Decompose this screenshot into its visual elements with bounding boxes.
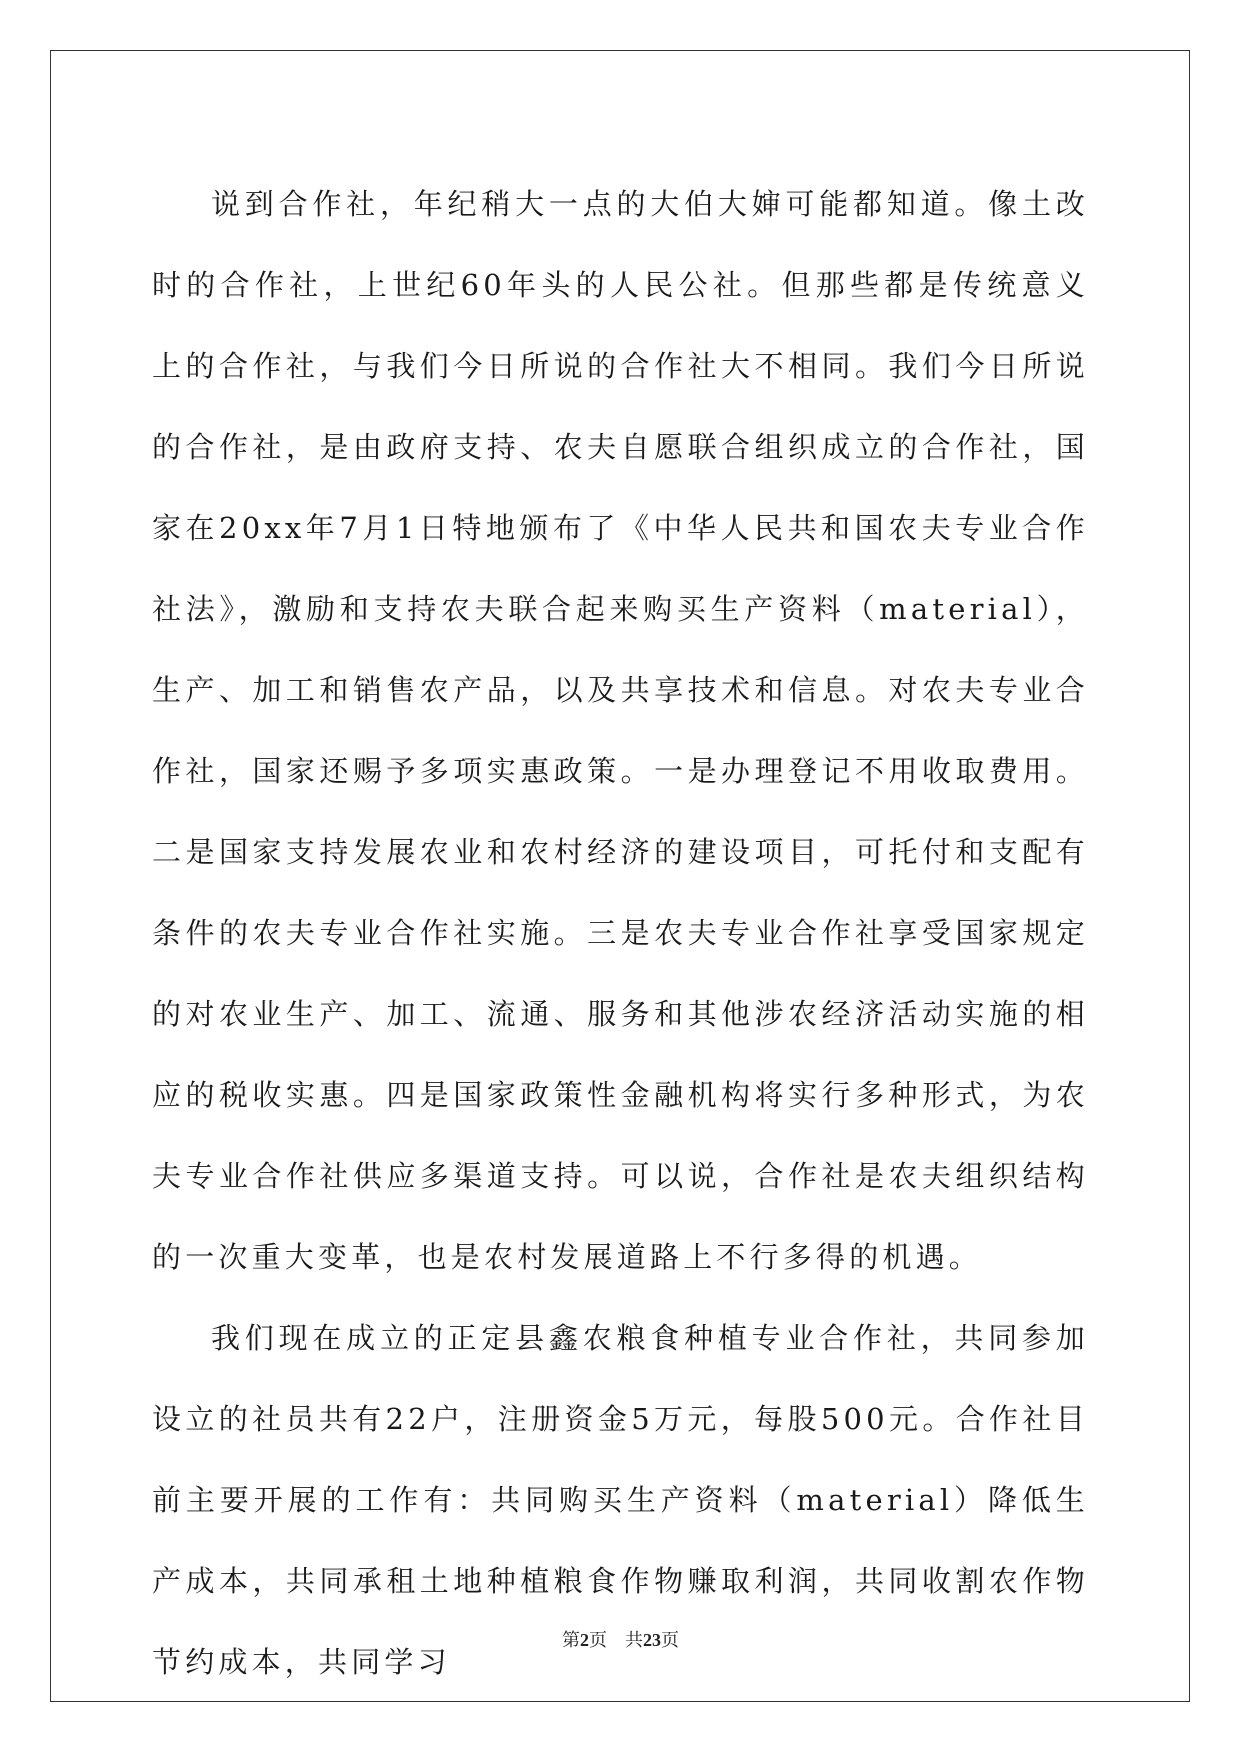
paragraph-2: 我们现在成立的正定县鑫农粮食种植专业合作社，共同参加设立的社员共有22户，注册资金5万元，每股500元。合作社目前主要开展的工作有：共同购买生产资料（material）降低生产成本，共同承租土地种植粮食作物赚取利润，共同收割农作物节约成本，共同学习 xyxy=(152,1321,1089,1679)
footer-total-prefix: 共 xyxy=(625,1630,643,1650)
footer-page-prefix: 第 xyxy=(562,1630,580,1650)
document-body xyxy=(152,164,1089,1703)
paragraph-1: 说到合作社，年纪稍大一点的大伯大婶可能都知道。像土改时的合作社，上世纪60年头的人民公社。但那些都是传统意义上的合作社，与我们今日所说的合作社大不相同。我们今日所说的合作社，是由政府支持、农夫自愿联合组织成立的合作社，国家在20xx年7月1日特地颁布了《中华人民共和国农夫专业合作社法》，激励和支持农夫联合起来购买生产资料（material），生产、加工和销售农产品，以及共享技术和信息。对农夫专业合作社，国家还赐予多项实惠政策。一是办理登记不用收取费用。二是国家支持发展农业和农村经济的建设项目，可托付和支配有条件的农夫专业合作社实施。三是农夫专业合作社享受国家规定的对农业生产、加工、流通、服务和其他涉农经济活动实施的相应的税收实惠。四是国家政策性金融机构将实行多种形式，为农夫专业合作社供应多渠道支持。可以说，合作社是农夫组织结构的一次重大变革，也是农村发展道路上不行多得的机遇。 xyxy=(152,187,1089,1274)
page-footer xyxy=(0,1626,1241,1652)
footer-page-suffix: 页 xyxy=(589,1630,607,1650)
footer-total-pages: 23 xyxy=(643,1630,661,1650)
footer-page-number: 2 xyxy=(580,1630,589,1650)
footer-total-suffix: 页 xyxy=(661,1630,679,1650)
